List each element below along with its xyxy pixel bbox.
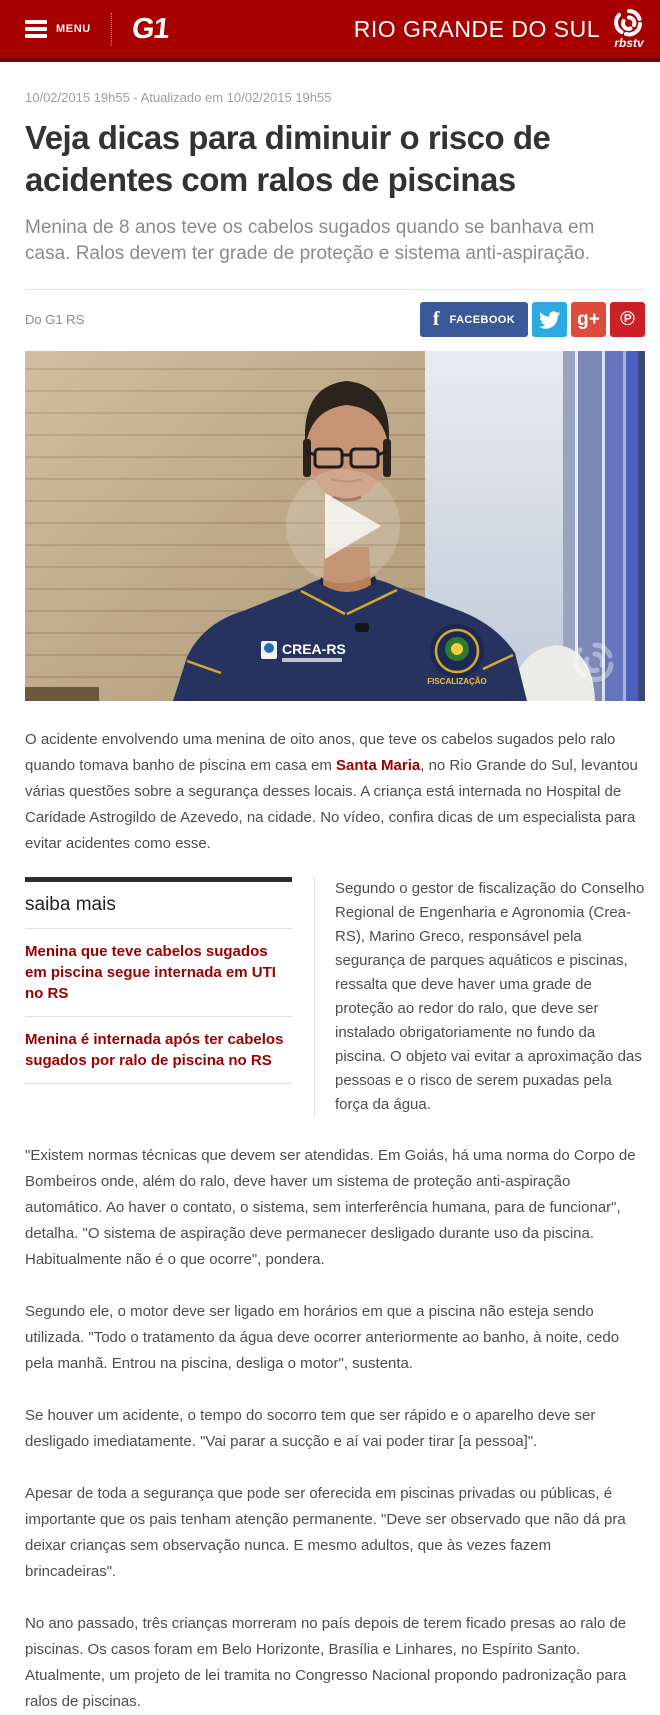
social-buttons [420,302,645,337]
play-button [286,469,400,583]
paragraph-7: No ano passado, três crianças morreram no país depois de terem ficado presas ao ralo de piscinas. Os casos foram em Belo Horizonte, Brasília e Linhares, no Espírito Santo. Atualmente, um projeto de lei tramita no Congresso Nacional propondo padronização para ralos de piscinas. [25,1615,627,1710]
video-thumbnail [25,351,645,701]
related-link-1[interactable]: Menina que teve cabelos sugados em piscina segue internada em UTI no RS [25,929,292,1017]
twitter-icon [539,311,560,329]
rbstv-logo[interactable] [612,8,646,50]
byline: Do G1 RS [25,312,85,327]
related-link-2[interactable]: Menina é internada após ter cabelos sugados por ralo de piscina no RS [25,1017,292,1084]
crea-rs-badge [261,641,346,662]
section-title[interactable]: RIO GRANDE DO SUL [353,15,600,42]
googleplus-icon: g+ [577,308,600,330]
article [25,90,645,1715]
facebook-share-button[interactable] [420,302,528,337]
pinterest-icon: ℗ [620,308,635,330]
pinterest-share-button[interactable] [610,302,645,337]
hamburger-icon [25,20,47,38]
page-title: Veja dicas para diminuir o risco de acidentes com ralos de piscinas [25,119,551,198]
santa-maria-link[interactable]: Santa Maria [336,757,421,774]
paragraph-3: "Existem normas técnicas que devem ser atendidas. Em Goiás, há uma norma do Corpo de Bombeiros onde, além do ralo, deve haver um sistema de proteção anti-aspiração automático. Ao haver o contato, o sistema, sem interferência humana, para de funcionar", detalha. "O sistema de aspiração deve permanecer desligado durante uso da piscina. Habitualmente não é o que ocorre", pondera. [25,1147,636,1268]
header [0,0,660,62]
paragraph-6: Apesar de toda a segurança que pode ser oferecida em piscinas privadas ou públicas, é importante que os pais tenham atenção permanente. "Deve ser observado que não dá pra deixar crianças sem observação nunca. E mesmo adultos, que às vezes fazem brincadeiras". [25,1485,626,1580]
paragraph-2: Segundo o gestor de fiscalização do Conselho Regional de Engenharia e Agronomia (Crea-RS), Marino Greco, responsável pela segurança de parques aquáticos e piscinas, ressalta que deve haver uma grade de proteção ao redor do ralo, que deve ser instalado obrigatoriamente no fundo da piscina. O objeto vai evitar a aproximação das pessoas e o risco de serem puxadas pela força da água. [335,880,645,1113]
video-player[interactable] [25,351,645,701]
paragraph-1-text-cont: , no Rio Grande do Sul, levantou várias questões sobre a segurança desses locais. A criança está internada no Hospital de Caridade Astrogildo de Azevedo, na cidade. No vídeo, confira dicas de um especialista para evitar acidentes como esse. [25,757,638,852]
menu-label: MENU [56,23,91,35]
facebook-label: FACEBOOK [449,313,516,326]
header-divider [111,13,112,45]
subtitle: Menina de 8 anos teve os cabelos sugados quando se banhava em casa. Ralos devem ter grade de proteção e sistema anti-aspiração. [25,217,595,264]
rbstv-wordmark: rbstv [614,36,644,50]
byline-row [25,302,645,337]
paragraph-4: Segundo ele, o motor deve ser ligado em horários em que a piscina não esteja sendo utilizada. "Todo o tratamento da água deve ocorrer anteriormente ao banho, à noite, cedo pela manhã. Entrou na piscina, desliga o motor", sustenta. [25,1303,620,1372]
paragraph-1-text: O acidente envolvendo uma menina de oito anos, que teve os cabelos sugados pelo ralo quando tomava banho de piscina em casa em [25,731,616,774]
menu-button[interactable] [25,20,91,38]
facebook-icon: f [432,308,440,330]
timestamp: 10/02/2015 19h55 - Atualizado em 10/02/2015 19h55 [25,90,332,105]
saiba-mais-title: saiba mais [25,882,292,929]
twitter-share-button[interactable] [532,302,567,337]
saiba-mais-section [25,877,645,1117]
g1-logo[interactable]: G1 [130,12,171,45]
divider [25,289,645,290]
svg-text:CREA-RS: CREA-RS [282,641,346,657]
googleplus-share-button[interactable] [571,302,606,337]
paragraph-5: Se houver um acidente, o tempo do socorro tem que ser rápido e o aparelho deve ser desligado imediatamente. "Vai parar a sucção e aí vai poder tirar [a pessoa]". [25,1407,596,1450]
paragraph-1 [25,727,645,857]
svg-text:FISCALIZAÇÃO: FISCALIZAÇÃO [427,677,487,686]
saiba-mais-box [25,877,315,1117]
rbs-swirl-icon [612,8,646,38]
